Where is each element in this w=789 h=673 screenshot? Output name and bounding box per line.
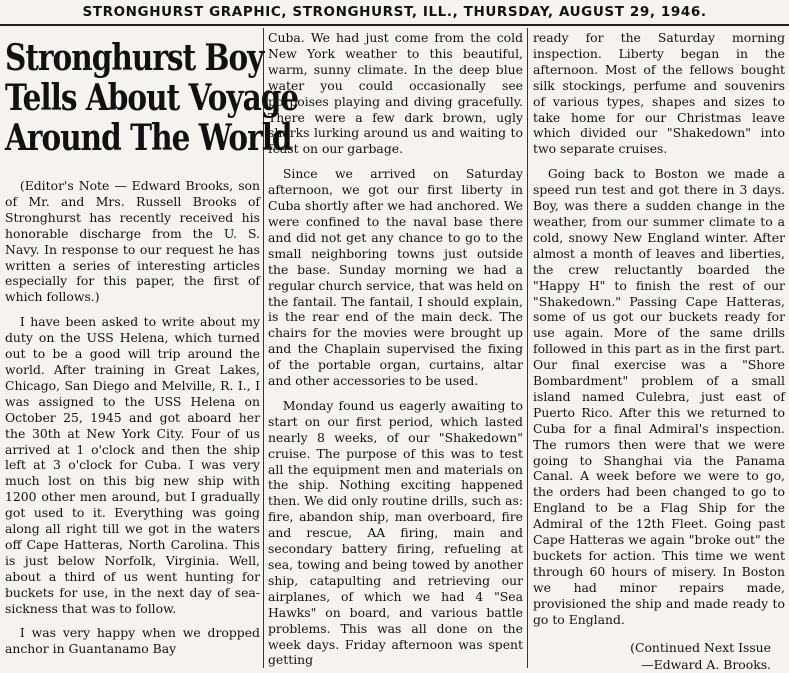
paragraph: Going back to Boston we made a speed run test and got there in 3 days. Boy, was there a sudden change in the weather, from our summer climate to a cold, snowy New England winter. After almost a month of leaves and liberties, the crew reluctantly boarded the "Happy H" to finish the rest of our "Shakedown." Passing Cape Hatteras, some of us got our buckets ready for use again. More of the same drills followed in this part as in the first part. Our final exercise was a "Shore Bombardment" problem of a small island named Culebra, just east of Puerto Rico. After this we returned to Cuba for a final Admiral's inspection. The rumors then were that we were going to Shanghai via the Panama Canal. A week before we were to go, the orders had been changed to go to England to be a Flag Ship for the Admiral of the 12th Fleet. Going past Cape Hatteras we again "broke out" the buckets for action. This time we went through 60 hours of misery. In Boston we had minor repairs made, provisioned the ship and made ready to go to England. [533,166,785,627]
signature: —Edward A. Brooks. [641,657,771,673]
headline-line: Tells About Voyage [5,77,299,119]
masthead-rule [0,24,789,26]
paragraph: Monday found us eagerly awaiting to start on our first period, which lasted nearly 8 weeks, of our "Shakedown" cruise. The purpose of this was to test all the equipment men and materials on the ship. Nothing exciting happened then. We did only routine drills, such as: fire, abandon ship, man overboard, fire and rescue, AA firing, main and secondary battery firing, refueling at sea, towing and being towed by another ship, catapulting and retrieving our airplanes, of which we had 4 "Sea Hawks" on board, and various battle problems. This was all done on the week days. Friday afternoon was spent getting [268,397,523,668]
paragraph: ready for the Saturday morning inspection. Liberty began in the afternoon. Most of the fellows bought silk stockings, perfume and souvenirs of various types, shapes and sizes to take home for our Christmas leave which divided our "Shakedown" into two separate cruises. [533,30,785,157]
masthead: STRONGHURST GRAPHIC, STRONGHURST, ILL., THURSDAY, AUGUST 29, 1946. [82,4,707,20]
editors-note: (Editor's Note — Edward Brooks, son of Mr. and Mrs. Russell Brooks of Stronghurst has recently received his honorable discharge from the U. S. Navy. In response to our request he has written a series of interesting articles especially for this paper, the first of which follows.) [5,178,260,305]
headline-line: Around The World [5,117,292,159]
column-1 [5,30,299,657]
column-divider [527,28,528,668]
paragraph: Cuba. We had just come from the cold New York weather to this beautiful, warm, sunny climate. In the deep blue water you could occasionally see porpoises playing and diving gracefully. There were a few dark brown, ugly sharks lurking around us and waiting to feast on our garbage. [268,30,523,157]
paragraph: Since we arrived on Saturday afternoon, we got our first liberty in Cuba shortly after we had anchored. We were confined to the naval base there and did not get any chance to go to the small neighboring towns just outside the base. Sunday morning we had a regular church service, that was held on the fantail. The fantail, I should explain, is the rear end of the main deck. The chairs for the movies were brought up and the Chaplain supervised the fixing of the portable organ, curtains, altar and other accessories to be used. [268,166,523,389]
headline-line: Stronghurst Boy [5,37,264,79]
paragraph: I have been asked to write about my duty on the USS Helena, which turned out to be a good will trip around the world. After training in Great Lakes, Chicago, San Diego and Melville, R. I., I was assigned to the USS Helena on October 25, 1945 and got aboard her the 30th at New York City. Four of us arrived at 1 o'clock and then the ship left at 3 o'clock for Cuba. I was very much lost on this big new ship with 1200 other men around, but I gradually got used to it. Everything was going along all right till we got in the waters off Cape Hatteras, North Carolina. This is just below Norfolk, Virginia. Well, about a third of us went hunting for buckets for use, in the next day of sea-sickness that was to follow. [5,314,260,616]
continued-note: (Continued Next Issue [630,639,771,655]
paragraph: I was very happy when we dropped anchor in Guantanamo Bay [5,625,260,657]
headline [5,37,299,159]
column-3 [533,30,785,673]
column-2 [268,30,523,668]
